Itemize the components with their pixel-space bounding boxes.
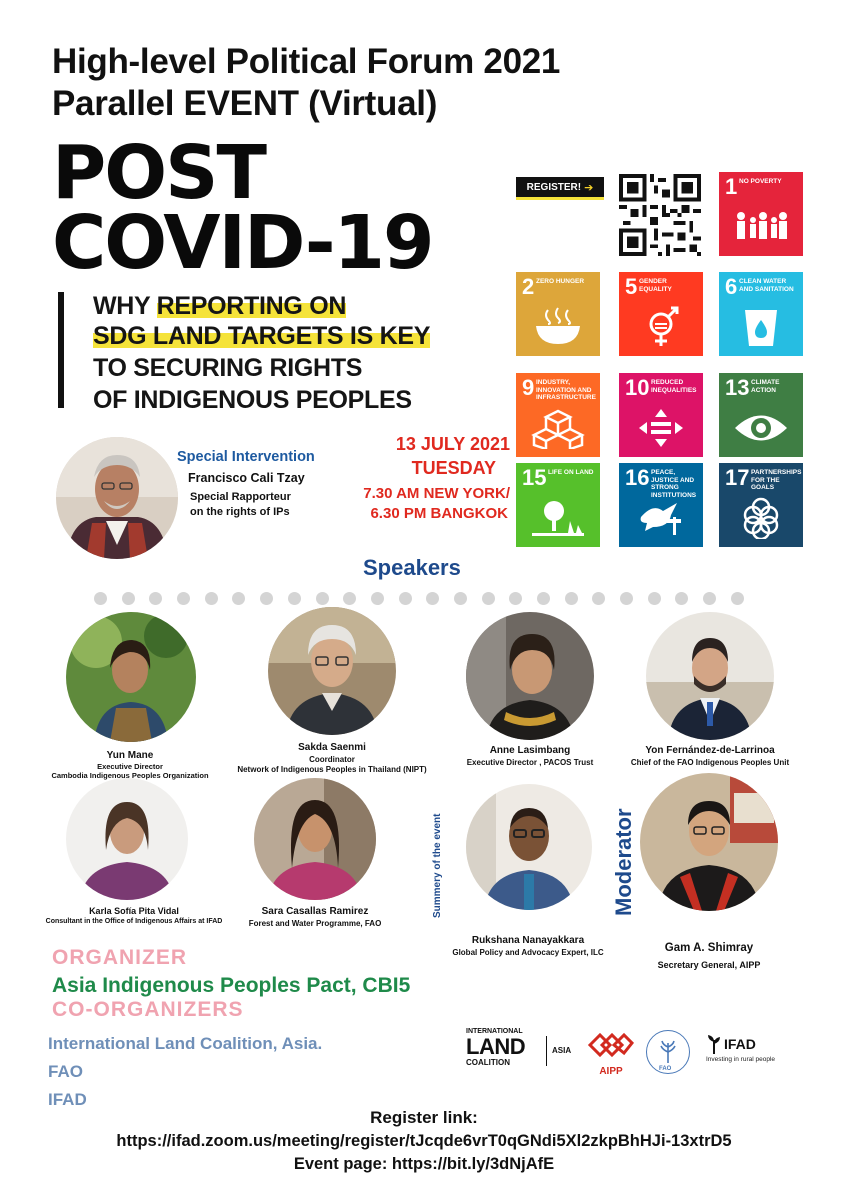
- sdg-number: 5: [625, 274, 638, 299]
- water-glass-icon: [733, 306, 789, 348]
- sdg-number: 2: [522, 274, 535, 299]
- subtitle-line-1: WHY REPORTING ON: [93, 292, 347, 320]
- moderator-label: Moderator: [611, 808, 636, 916]
- sdg-tile-10: [619, 373, 703, 457]
- ifad-logo: IFAD Investing in rural people: [706, 1036, 776, 1063]
- special-speaker-name: Francisco Cali Tzay: [188, 471, 305, 485]
- portrait-gam-shimray: [640, 773, 778, 911]
- speaker-name-yon-fernandez: Yon Fernández-de-Larrinoa: [645, 745, 775, 756]
- sdg-tile-9: [516, 373, 600, 457]
- people-icon: [733, 206, 789, 248]
- arrow-right-icon: ➔: [584, 181, 594, 194]
- special-speaker-role-1: Special Rapporteur: [190, 491, 291, 503]
- sdg-tile-15: [516, 463, 600, 547]
- sdg-tile-6: [719, 272, 803, 356]
- sdg-label: ZERO HUNGER: [536, 278, 585, 285]
- wheat-icon: [653, 1037, 683, 1067]
- tree-icon: [530, 497, 586, 539]
- sdg-label: PEACE, JUSTICE AND STRONG INSTITUTIONS: [651, 469, 697, 499]
- portrait-sakda-saenmi: [268, 607, 396, 735]
- subtitle-line-2: SDG LAND TARGETS IS KEY: [93, 322, 431, 350]
- aipp-logo: AIPP: [586, 1030, 636, 1074]
- co-organizer-ifad: IFAD: [48, 1090, 87, 1109]
- event-time-new-york: 7.30 AM NEW YORK/: [363, 485, 510, 502]
- sdg-tile-1: [719, 172, 803, 256]
- speaker-name-karla-pita-vidal: Karla Sofía Pita Vidal: [89, 906, 179, 916]
- speaker-role-rukshana-nanayakkara: Global Policy and Advocacy Expert, ILC: [452, 948, 604, 957]
- speaker-role-karla-pita-vidal: Consultant in the Office of Indigenous Affairs at IFAD: [45, 918, 223, 925]
- portrait-karla-pita-vidal: [66, 778, 188, 900]
- qr-code[interactable]: [619, 174, 701, 256]
- ilc-logo: INTERNATIONAL LAND COALITION: [466, 1028, 526, 1067]
- co-organizer-fao: FAO: [48, 1062, 83, 1081]
- sdg-number: 1: [725, 174, 738, 199]
- organizer-name: Asia Indigenous Peoples Pact, CBI5: [52, 974, 411, 997]
- sdg-tile-17: [719, 463, 803, 547]
- sdg-tile-2: [516, 272, 600, 356]
- sdg-tile-13: [719, 373, 803, 457]
- sdg-label: NO POVERTY: [739, 178, 782, 185]
- speaker-name-sakda-saenmi: Sakda Saenmi: [298, 742, 366, 753]
- fao-label: FAO: [659, 1066, 672, 1072]
- speakers-heading: Speakers: [363, 555, 461, 580]
- sdg-number: 15: [522, 465, 547, 490]
- sdg-label: CLEAN WATER AND SANITATION: [739, 278, 794, 293]
- dove-icon: [633, 497, 689, 539]
- portrait-yun-mane: [66, 612, 196, 742]
- speaker-role-anne-lasimbang: Executive Director , PACOS Trust: [466, 758, 594, 767]
- event-time-bangkok: 6.30 PM BANGKOK: [370, 505, 508, 522]
- dot-divider: [94, 592, 744, 606]
- portrait-anne-lasimbang: [466, 612, 594, 740]
- ifad-sprout-icon: [706, 1034, 722, 1054]
- sdg-number: 6: [725, 274, 738, 299]
- register-button[interactable]: REGISTER! ➔: [516, 177, 604, 197]
- event-day: TUESDAY: [411, 458, 496, 478]
- summary-of-event-label: Summery of the event: [432, 813, 443, 918]
- equality-arrows-icon: [633, 407, 689, 449]
- special-speaker-role-2: on the rights of IPs: [190, 506, 290, 518]
- event-page-link[interactable]: Event page: https://bit.ly/3dNjAfE: [293, 1155, 555, 1173]
- portrait-francisco-cali-tzay: [56, 437, 178, 559]
- bowl-icon: [530, 306, 586, 348]
- portrait-yon-fernandez: [646, 612, 774, 740]
- subtitle-accent-bar: [58, 292, 64, 408]
- speaker-role-yun-mane-1: Executive Director: [97, 762, 163, 771]
- speaker-role-yun-mane-2: Cambodia Indigenous Peoples Organization: [51, 771, 209, 780]
- sdg-label: GENDER EQUALITY: [639, 278, 672, 293]
- ilc-region-label: ASIA: [552, 1046, 572, 1055]
- sdg-tile-16: [619, 463, 703, 547]
- organizer-heading: ORGANIZER: [52, 946, 187, 969]
- sdg-number: 16: [625, 465, 650, 490]
- subtitle-line-3: TO SECURING RIGHTS: [93, 354, 363, 382]
- eye-globe-icon: [733, 407, 789, 449]
- special-intervention-label: Special Intervention: [177, 449, 315, 465]
- sdg-number: 9: [522, 375, 535, 400]
- sdg-number: 17: [725, 465, 750, 490]
- speaker-name-gam-shimray: Gam A. Shimray: [664, 942, 754, 954]
- aipp-knot-icon: [586, 1030, 636, 1060]
- gender-icon: [633, 306, 689, 348]
- speaker-role-gam-shimray: Secretary General, AIPP: [657, 960, 761, 970]
- sdg-tile-5: [619, 272, 703, 356]
- co-organizers-heading: CO-ORGANIZERS: [52, 998, 244, 1021]
- sdg-number: 13: [725, 375, 750, 400]
- sdg-label: PARTNERSHIPS FOR THE GOALS: [751, 469, 802, 491]
- cubes-icon: [530, 407, 586, 449]
- main-title-covid: COVID-19: [52, 200, 433, 286]
- speaker-role-sakda-saenmi-1: Coordinator: [309, 755, 355, 764]
- sdg-label: CLIMATE ACTION: [751, 379, 780, 394]
- main-title-post: POST: [52, 130, 265, 216]
- speaker-name-anne-lasimbang: Anne Lasimbang: [489, 745, 571, 756]
- event-subtitle: Parallel EVENT (Virtual): [52, 84, 438, 123]
- subtitle-line-4: OF INDIGENOUS PEOPLES: [93, 386, 412, 414]
- portrait-sara-casallas: [254, 778, 376, 900]
- sdg-label: REDUCED INEQUALITIES: [651, 379, 697, 394]
- speaker-role-sara-casallas: Forest and Water Programme, FAO: [248, 919, 382, 928]
- speaker-name-rukshana-nanayakkara: Rukshana Nanayakkara: [471, 935, 585, 946]
- sdg-label: LIFE ON LAND: [548, 469, 594, 476]
- event-date: 13 JULY 2021: [395, 434, 510, 454]
- sdg-number: 10: [625, 375, 650, 400]
- register-link-label: Register link:: [370, 1108, 478, 1127]
- ilc-divider: [546, 1036, 547, 1066]
- register-link-url[interactable]: https://ifad.zoom.us/meeting/register/tJcqde6vrT0qGNdi5Xl2zkpBhHJi-13xtrD5: [116, 1132, 732, 1150]
- sdg-label: INDUSTRY, INNOVATION AND INFRASTRUCTURE: [536, 379, 596, 401]
- speaker-name-yun-mane: Yun Mane: [106, 750, 154, 761]
- speaker-role-yon-fernandez: Chief of the FAO Indigenous Peoples Unit: [630, 758, 790, 767]
- speaker-name-sara-casallas: Sara Casallas Ramirez: [261, 906, 369, 917]
- speaker-role-sakda-saenmi-2: Network of Indigenous Peoples in Thailand (NIPT): [237, 765, 427, 774]
- co-organizer-ilc: International Land Coalition, Asia.: [48, 1034, 323, 1053]
- rings-icon: [733, 497, 789, 539]
- portrait-rukshana-nanayakkara: [466, 784, 592, 910]
- forum-title: High-level Political Forum 2021: [52, 42, 561, 81]
